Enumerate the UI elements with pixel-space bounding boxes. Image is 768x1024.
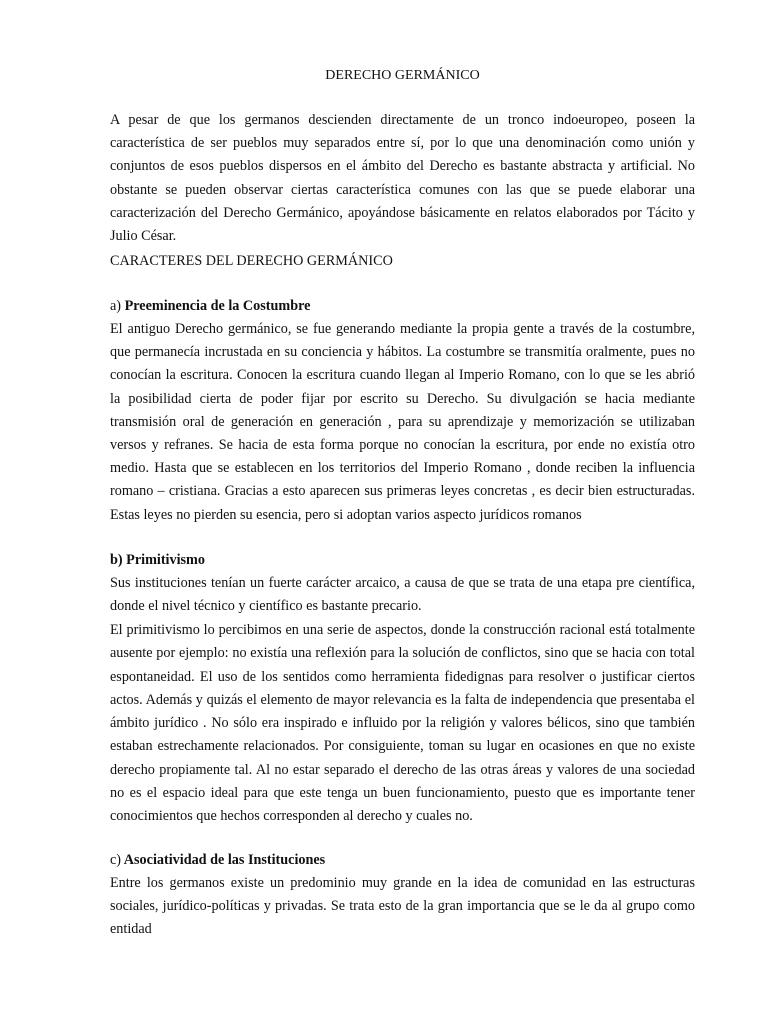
section-a-heading	[110, 296, 695, 316]
section-b-heading	[110, 550, 695, 570]
section-a-paragraph: El antiguo Derecho germánico, se fue generando mediante la propia gente a través de la costumbre, que permanecía incrustada en su conciencia y hábitos. La costumbre se transmitía oralmente, pues no conocían la escritura. Conocen la escritura cuando llegan al Imperio Romano, con lo que se les abrió la posibilidad cierta de poder fijar por escrito su Derecho. Su divulgación se hacia mediante transmisión oral de generación en generación , para su aprendizaje y memorización se utilizaban versos y refranes. Se hacia de esta forma porque no conocían la escritura, por ende no existía otro medio. Hasta que se establecen en los territorios del Imperio Romano , donde reciben la influencia romano – cristiana. Gracias a esto aparecen sus primeras leyes concretas , es decir bien estructuradas. Estas leyes no pierden su esencia, pero si adoptan varios aspecto jurídicos romanos	[110, 321, 695, 523]
section-b-paragraph-1: Sus instituciones tenían un fuerte carácter arcaico, a causa de que se trata de una etapa pre científica, donde el nivel técnico y científico es bastante precario.	[110, 575, 695, 615]
section-c-prefix: c)	[110, 852, 122, 868]
section-a-title: Preeminencia de la Costumbre	[121, 298, 311, 314]
section-c-paragraph: Entre los germanos existe un predominio muy grande en la idea de comunidad en las estructuras sociales, jurídico-políticas y privadas. Se trata esto de la gran importancia que se le da al grupo como entidad	[110, 875, 695, 938]
section-a-prefix: a)	[110, 298, 122, 314]
intro-paragraph: A pesar de que los germanos descienden directamente de un tronco indoeuropeo, poseen la característica de ser pueblos muy separados entre sí, por lo que una denominación como unión y conjuntos de esos pueblos dispersos en el ámbito del Derecho es bastante abstracta y artificial. No obstante se pueden observar ciertas característica comunes con las que se puede elaborar una caracterización del Derecho Germánico, apoyándose básicamente en relatos elaborados por Tácito y Julio César.	[110, 112, 695, 245]
section-heading: CARACTERES DEL DERECHO GERMÁNICO	[110, 253, 393, 269]
section-c-title: Asociatividad de las Instituciones	[121, 852, 326, 868]
section-b-paragraph-2: El primitivismo lo percibimos en una serie de aspectos, donde la construcción racional está totalmente ausente por ejemplo: no existía una reflexión para la solución de conflictos, sino que se hacia con total espontaneidad. El uso de los sentidos como herramienta fidedignas para resolver o justificar ciertos actos. Además y quizás el elemento de mayor relevancia es la falta de independencia que presentaba el ámbito jurídico . No sólo era inspirado e influido por la religión y valores bélicos, sino que también estaban estrechamente relacionados. Por consiguiente, toman su lugar en ocasiones en que no existe derecho propiamente tal. Al no estar separado el derecho de las otras áreas y valores de una sociedad no es el espacio ideal para que este tenga un buen funcionamiento, puesto que es importante tener conocimientos que hechos corresponden al derecho y cuales no.	[110, 622, 695, 825]
section-b-title: b) Primitivismo	[110, 552, 205, 568]
section-c-heading	[110, 850, 695, 870]
document-title: DERECHO GERMÁNICO	[325, 68, 480, 83]
